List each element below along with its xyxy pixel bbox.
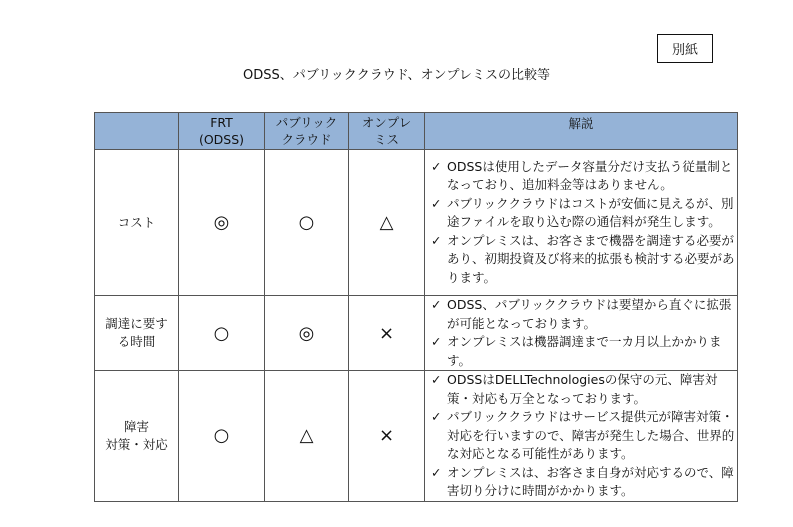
check-icon: ✓ [431, 464, 442, 480]
cell-description [425, 296, 738, 371]
bullet-text: パブリッククラウドはコストが安価に見えるが、別途ファイルを取り込む際の通信料が発生します。 [447, 195, 734, 230]
description-bullet [431, 232, 737, 288]
check-icon: ✓ [431, 158, 442, 174]
check-icon: ✓ [431, 195, 442, 211]
bullet-text: ODSSはDELLTechnologiesの保守の元、障害対策・対応も万全となっております。 [447, 372, 718, 406]
header-public-line2: クラウド [281, 132, 332, 147]
check-icon: ✓ [431, 372, 442, 387]
cell-frt: ○ [179, 371, 265, 502]
header-frt-line1: FRT [210, 115, 233, 130]
row-label-line1: 障害 [123, 418, 149, 434]
cell-public: ◎ [265, 296, 349, 371]
bullet-text: オンプレミスは、お客さま自身が対応するので、障害切り分けに時間がかかります。 [447, 464, 734, 498]
description-bullet [431, 464, 737, 501]
description-bullet [431, 296, 737, 333]
bullet-text: オンプレミスは、お客さまで機器を調達する必要があり、初期投資及び将来的拡張も検討する必要があります。 [447, 232, 735, 285]
header-empty [95, 113, 179, 150]
check-icon: ✓ [431, 409, 442, 424]
cell-public: ○ [265, 150, 349, 296]
row-label-line2: る時間 [117, 334, 156, 349]
header-onprem-line2: ミス [373, 132, 399, 147]
bullet-text: オンプレミスは機器調達まで一カ月以上かかります。 [447, 334, 722, 368]
check-icon: ✓ [431, 297, 442, 312]
bullet-text: ODSS、パブリッククラウドは要望から直ぐに拡張が可能となっております。 [447, 297, 732, 331]
row-label-procurement-time [95, 296, 179, 371]
table-row [95, 296, 738, 371]
description-bullet [431, 158, 737, 195]
header-frt [179, 113, 265, 150]
cell-onprem: × [349, 371, 425, 502]
bullet-text: パブリッククラウドはサービス提供元が障害対策・対応を行いますので、障害が発生した場合、世界的な対応となる可能性があります。 [447, 409, 735, 461]
row-label-line1: コスト [117, 214, 156, 230]
row-label-line1: 調達に要す [105, 316, 168, 331]
comparison-table [94, 112, 738, 502]
cell-frt: ○ [179, 296, 265, 371]
row-label-line2: 対策・対応 [105, 436, 168, 452]
header-public-line1: パブリック [275, 115, 338, 130]
cell-onprem: × [349, 296, 425, 371]
header-frt-line2: (ODSS) [198, 132, 245, 147]
description-bullet [431, 371, 737, 408]
cell-description [425, 371, 738, 502]
cell-description [425, 150, 738, 296]
page-title: ODSS、パブリッククラウド、オンプレミスの比較等 [242, 68, 551, 83]
table-row [95, 150, 738, 296]
description-bullet [431, 333, 737, 370]
row-label-cost [95, 150, 179, 296]
attachment-label: 別紙 [657, 34, 713, 63]
cell-onprem: △ [349, 150, 425, 296]
header-onprem [349, 113, 425, 150]
header-public-cloud [265, 113, 349, 150]
description-bullet [431, 408, 737, 464]
description-bullet [431, 195, 737, 232]
cell-frt: ◎ [179, 150, 265, 296]
table-header-row [95, 113, 738, 150]
header-onprem-line1: オンプレ [361, 115, 412, 130]
check-icon: ✓ [431, 232, 442, 248]
table-row [95, 371, 738, 502]
check-icon: ✓ [431, 334, 442, 349]
cell-public: △ [265, 371, 349, 502]
bullet-text: ODSSは使用したデータ容量分だけ支払う従量制となっており、追加料金等はありません。 [447, 158, 733, 193]
header-description: 解説 [425, 113, 738, 150]
row-label-failure-response [95, 371, 179, 502]
